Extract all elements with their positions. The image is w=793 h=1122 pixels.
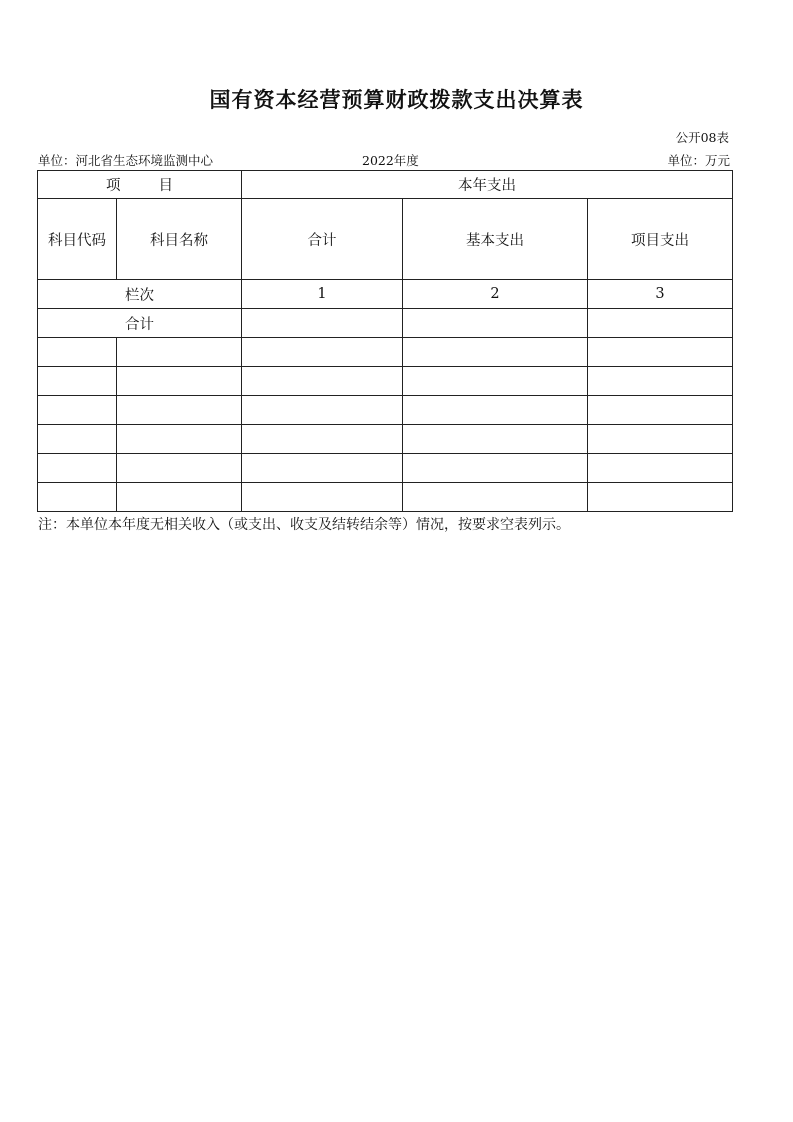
table-cell [403, 483, 588, 512]
index-3: 3 [588, 280, 733, 309]
table-cell [242, 396, 403, 425]
table-cell [403, 425, 588, 454]
table-cell [117, 483, 242, 512]
col-subject-code: 科目代码 [38, 199, 117, 280]
table-row [38, 483, 733, 512]
col-project-expenditure: 项目支出 [588, 199, 733, 280]
total-cell [403, 309, 588, 338]
table-cell [117, 396, 242, 425]
table-cell [38, 454, 117, 483]
expenditure-table [37, 170, 733, 512]
table-row [38, 367, 733, 396]
table-cell [588, 483, 733, 512]
col-basic-expenditure: 基本支出 [403, 199, 588, 280]
table-cell [38, 338, 117, 367]
header-item-a: 项 [106, 178, 121, 194]
index-row-label: 栏次 [38, 280, 242, 309]
total-cell [242, 309, 403, 338]
table-cell [242, 483, 403, 512]
table-cell [588, 454, 733, 483]
table-cell [242, 425, 403, 454]
table-row [38, 338, 733, 367]
table-cell [588, 338, 733, 367]
index-2: 2 [403, 280, 588, 309]
table-cell [38, 425, 117, 454]
table-cell [242, 338, 403, 367]
table-cell [403, 454, 588, 483]
index-row [38, 280, 733, 309]
header-item-b: 目 [158, 178, 173, 194]
table-row [38, 396, 733, 425]
form-number: 公开08表 [675, 130, 729, 145]
table-cell [588, 425, 733, 454]
table-cell [38, 367, 117, 396]
table-row [38, 425, 733, 454]
table-cell [117, 425, 242, 454]
table-cell [242, 454, 403, 483]
table-cell [403, 396, 588, 425]
table-cell [117, 367, 242, 396]
table-cell [117, 338, 242, 367]
header-current-expenditure: 本年支出 [242, 171, 733, 199]
index-1: 1 [242, 280, 403, 309]
footnote: 注：本单位本年度无相关收入（或支出、收支及结转结余等）情况，按要求空表列示。 [38, 517, 570, 533]
total-row [38, 309, 733, 338]
table-subheader-row [38, 199, 733, 280]
col-subject-name: 科目名称 [117, 199, 242, 280]
page-title: 国有资本经营预算财政拨款支出决算表 [209, 87, 584, 112]
total-cell [588, 309, 733, 338]
table-cell [588, 396, 733, 425]
table-cell [38, 396, 117, 425]
total-row-label: 合计 [38, 309, 242, 338]
money-unit: 单位：万元 [667, 153, 730, 168]
table-cell [403, 367, 588, 396]
unit-organization: 单位：河北省生态环境监测中心 [38, 153, 214, 168]
col-total: 合计 [242, 199, 403, 280]
table-cell [38, 483, 117, 512]
table-cell [588, 367, 733, 396]
table-header-row [38, 171, 733, 199]
table-cell [242, 367, 403, 396]
table-row [38, 454, 733, 483]
table-cell [117, 454, 242, 483]
fiscal-year: 2022年度 [362, 153, 419, 168]
header-item [38, 171, 242, 199]
table-cell [403, 338, 588, 367]
